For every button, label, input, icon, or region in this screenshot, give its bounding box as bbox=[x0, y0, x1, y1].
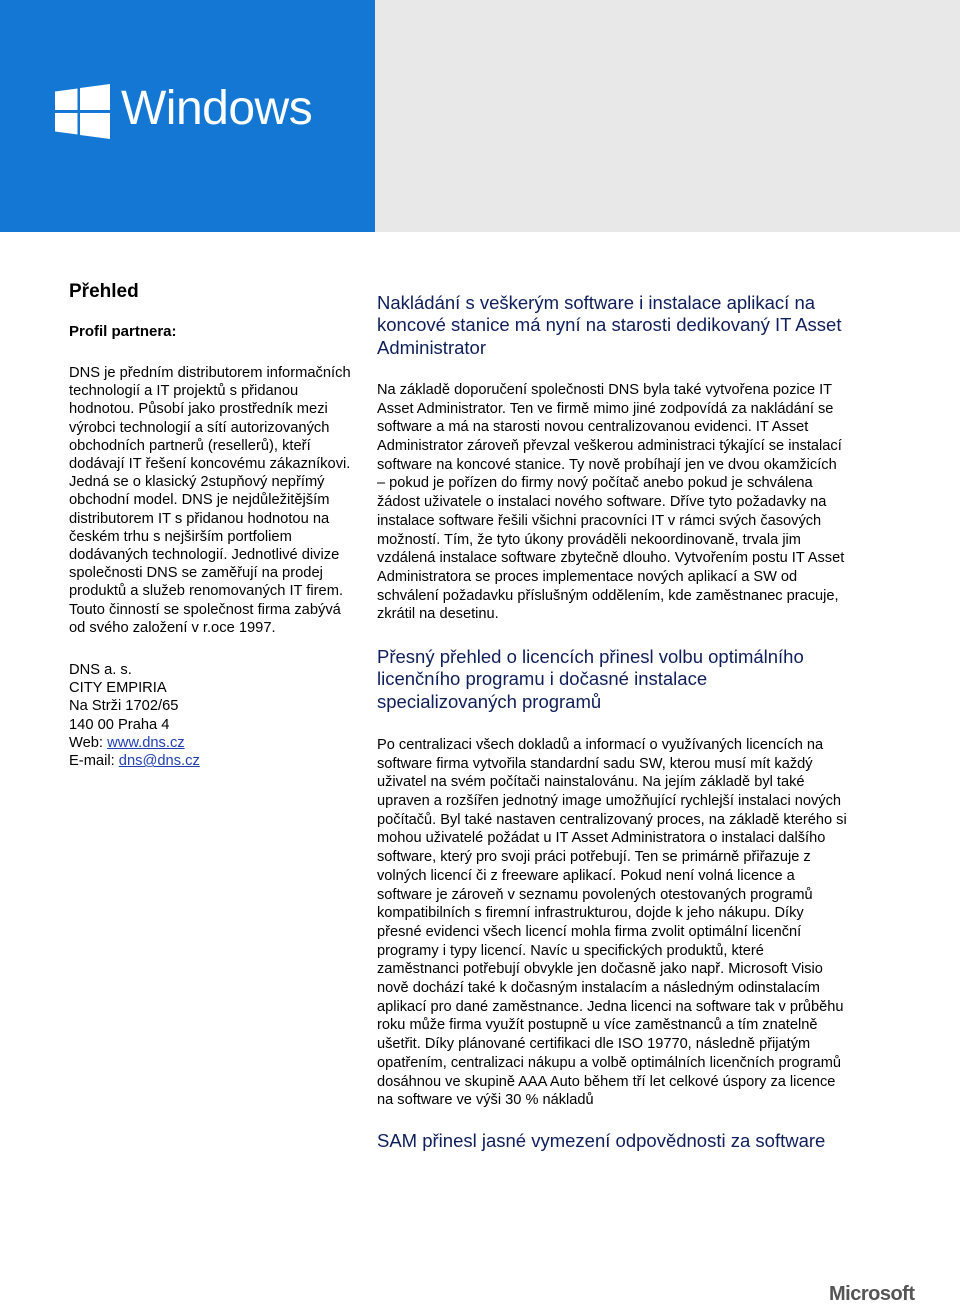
header-banner bbox=[0, 0, 375, 232]
city-address: 140 00 Praha 4 bbox=[69, 716, 170, 733]
windows-logo-icon bbox=[55, 84, 110, 139]
partner-profile-title: Profil partnera: bbox=[69, 323, 177, 340]
header-gray-panel bbox=[375, 0, 960, 232]
section2-heading: Přesný přehled o licencích přinesl volbu optimálního licenčního programu i dočasné instalace specializovaných programů bbox=[377, 646, 804, 712]
email-link[interactable]: dns@dns.cz bbox=[118, 753, 200, 770]
web-link[interactable]: www.dns.cz bbox=[107, 734, 185, 751]
windows-wordmark: Windows bbox=[121, 82, 313, 135]
company-name: DNS a. s. bbox=[69, 662, 132, 679]
overview-title: Přehled bbox=[69, 281, 139, 302]
section1-text: Na základě doporučení společnosti DNS byla také vytvořena pozice IT Asset Administrator. Ten ve firmě mimo jiné zodpovídá za nakládání se software a má na starosti novou centralizovanou evidenci. IT Asset Administrator zároveň převzal veškerou administraci týkající se instalací software na koncové stanice. Ty nově probíhají jen ve dvou okamžicích – pokud je pořízen do firmy nový počítač anebo pokud je schválena žádost uživatele o instalaci nového software. Dříve tyto požadavky na instalace software řešili všichni pracovníci IT v rámci svých časových možností. Tím, že tyto úkony prováděli nekoordinovaně, trvala jim vzdálená instalace software zbytečně dlouho. Vytvořením postu IT Asset Administratora se proces implementace nových aplikací a SW od schválení požadavku příslušným oddělením, kde zaměstnanec pracuje, zkrátil na desetinu. bbox=[377, 381, 845, 623]
web-label: Web: bbox=[69, 734, 108, 751]
email-line bbox=[69, 752, 354, 770]
section3-heading: SAM přinesl jasné vymezení odpovědnosti za software bbox=[377, 1129, 826, 1151]
building-name: CITY EMPIRIA bbox=[69, 680, 167, 697]
section2-text: Po centralizaci všech dokladů a informací o využívaných licencích na software firma vytvořila standardní sadu SW, kterou musí mít každý uživatel na svém počítači nainstalovánu. Na jejím základě byl také upraven a rozšířen jednotný image umožňující rychlejší instalaci nových počítačů. Byl také nastaven centralizovaný proces, na základě kterého si mohou uživatelé požádat u IT Asset Administratora o instalaci dalšího software, který pro svoji práci potřebují. Ten se primárně přiřazuje z volných licencí či z freeware aplikací. Pokud není volná licence a software je zároveň v seznamu povolených otestovaných programů kompatibilních s firemní infrastrukturou, dojde k jeho nákupu. Díky přesné evidenci všech licencí mohla firma zvolit optimální licenční programy i typy licencí. Navíc u specifických produktů, které zaměstnanci potřebují obvykle jen dočasně jako např. Microsoft Visio nově dochází také k dočasným instalacím a následným odinstalacím aplikací pro dané zaměstnance. Jedna licenci na software tak v průběhu roku může firma využít postupně u více zaměstnanců a tím znatelně ušetřit. Díky plánované certifikaci dle ISO 19770, následně přijatým opatřením, centralizaci nákupu a volbě optimálních licenčních programů dosáhnou ve skupině AAA Auto během tří let celkové úspory za licence na software ve výši 30 % nákladů bbox=[377, 736, 847, 1109]
overview-sidebar bbox=[69, 280, 354, 770]
section1-heading: Nakládání s veškerým software i instalace aplikací na koncové stanice má nyní na starosti dedikovaný IT Asset Administrator bbox=[377, 292, 842, 358]
microsoft-logo: Microsoft bbox=[829, 1283, 915, 1305]
web-line bbox=[69, 734, 354, 752]
main-content bbox=[377, 292, 847, 1152]
street-address: Na Strži 1702/65 bbox=[69, 698, 179, 715]
email-label: E-mail: bbox=[69, 753, 119, 770]
contact-address bbox=[69, 661, 354, 770]
partner-profile-text: DNS je předním distributorem informačních technologií a IT projektů s přidanou hodnotou. Působí jako prostředník mezi výrobci technologií a sítí autorizovaných obchodních partnerů (resellerů), kteří dodávají IT řešení koncovému zákazníkovi. Jedná se o klasický 2stupňový nepřímý obchodní model. DNS je nejdůležitějším distributorem IT s přidanou hodnotou na českém trhu s nejširším portfoliem dodávaných technologií. Jednotlivé divize společnosti DNS se zaměřují na prodej produktů a služeb renomovaných IT firem. Touto činností se společnost firma zabývá od svého založení v r.oce 1997. bbox=[69, 365, 351, 636]
